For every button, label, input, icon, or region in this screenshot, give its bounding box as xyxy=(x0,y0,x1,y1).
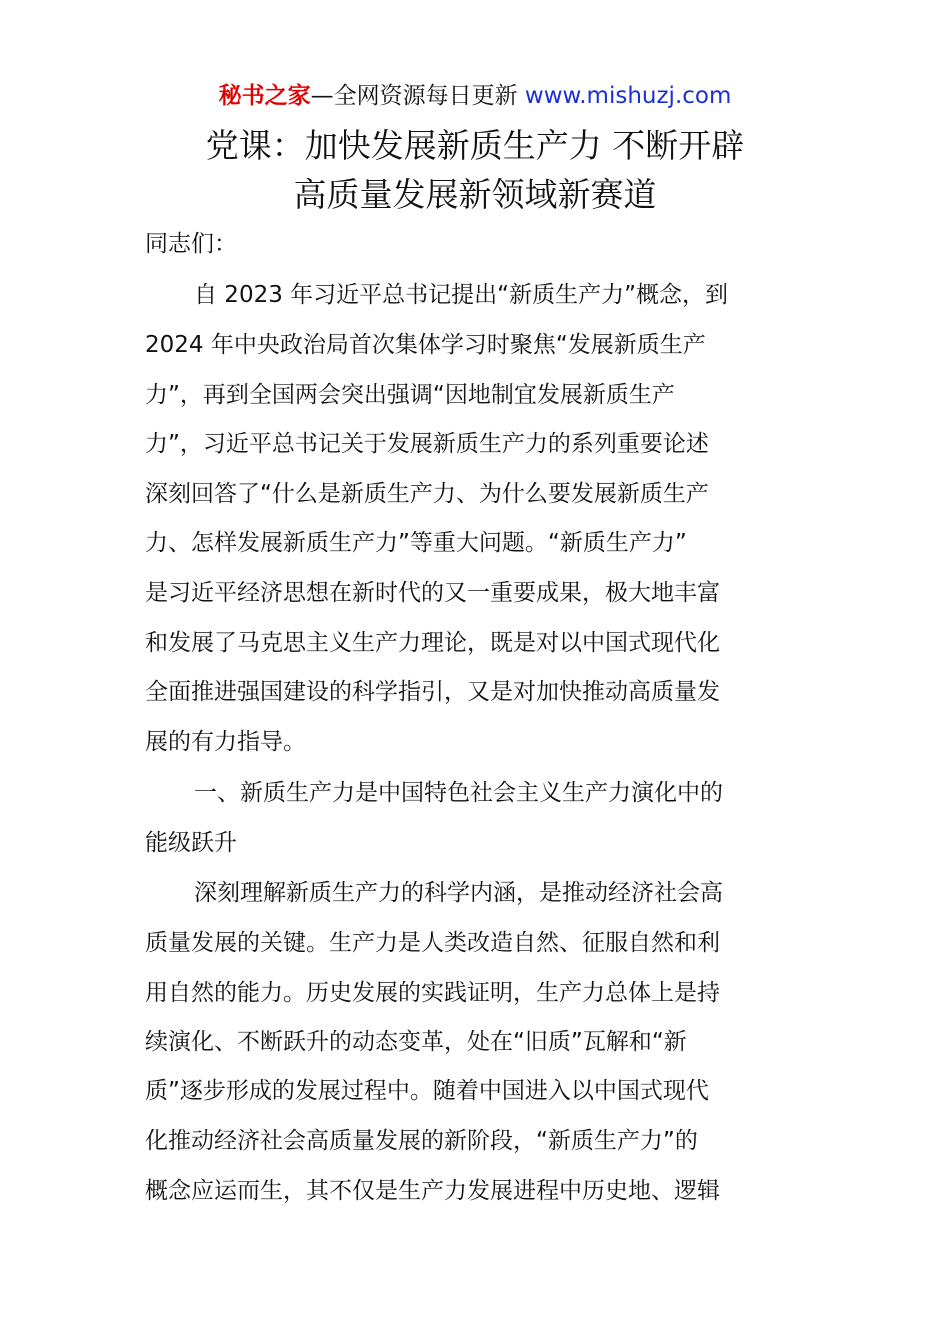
paragraph-line: 力”，习近平总书记关于发展新质生产力的系列重要论述 xyxy=(145,431,709,457)
site-url-link[interactable]: www.mishuzj.com xyxy=(524,83,732,109)
paragraph-line: 力”，再到全国两会突出强调“因地制宜发展新质生产 xyxy=(145,382,675,408)
paragraph-line: 自 2023 年习近平总书记提出“新质生产力”概念，到 xyxy=(194,282,728,308)
paragraph-line: 力、怎样发展新质生产力”等重大问题。“新质生产力” xyxy=(145,530,687,556)
paragraph-line: 全面推进强国建设的科学指引，又是对加快推动高质量发 xyxy=(145,679,720,705)
paragraph-line: 深刻回答了“什么是新质生产力、为什么要发展新质生产 xyxy=(145,481,709,507)
salutation: 同志们： xyxy=(145,231,237,257)
paragraph-line: 用自然的能力。历史发展的实践证明，生产力总体上是持 xyxy=(145,980,720,1006)
paragraph-line: 是习近平经济思想在新时代的又一重要成果，极大地丰富 xyxy=(145,580,720,606)
paragraph-line: 质量发展的关键。生产力是人类改造自然、征服自然和利 xyxy=(145,930,720,956)
paragraph-line: 深刻理解新质生产力的科学内涵，是推动经济社会高 xyxy=(194,880,723,906)
site-header xyxy=(0,80,950,112)
site-tagline: —全网资源每日更新 xyxy=(310,83,525,109)
paragraph-line: 化推动经济社会高质量发展的新阶段，“新质生产力”的 xyxy=(145,1128,698,1154)
paragraph-line: 2024 年中央政治局首次集体学习时聚焦“发展新质生产 xyxy=(145,332,706,358)
paragraph-line: 续演化、不断跃升的动态变革，处在“旧质”瓦解和“新 xyxy=(145,1029,687,1055)
paragraph-line: 质”逐步形成的发展过程中。随着中国进入以中国式现代 xyxy=(145,1078,709,1104)
paragraph-line: 展的有力指导。 xyxy=(145,729,306,755)
paragraph-line: 概念应运而生，其不仅是生产力发展进程中历史地、逻辑 xyxy=(145,1178,720,1204)
site-brand: 秘书之家 xyxy=(218,83,311,109)
document-title-line-2: 高质量发展新领域新赛道 xyxy=(293,175,657,214)
section-heading-continued: 能级跃升 xyxy=(145,830,237,856)
paragraph-line: 和发展了马克思主义生产力理论，既是对以中国式现代化 xyxy=(145,630,720,656)
section-heading: 一、新质生产力是中国特色社会主义生产力演化中的 xyxy=(194,780,723,806)
document-title-line-1: 党课：加快发展新质生产力 不断开辟 xyxy=(205,126,745,165)
